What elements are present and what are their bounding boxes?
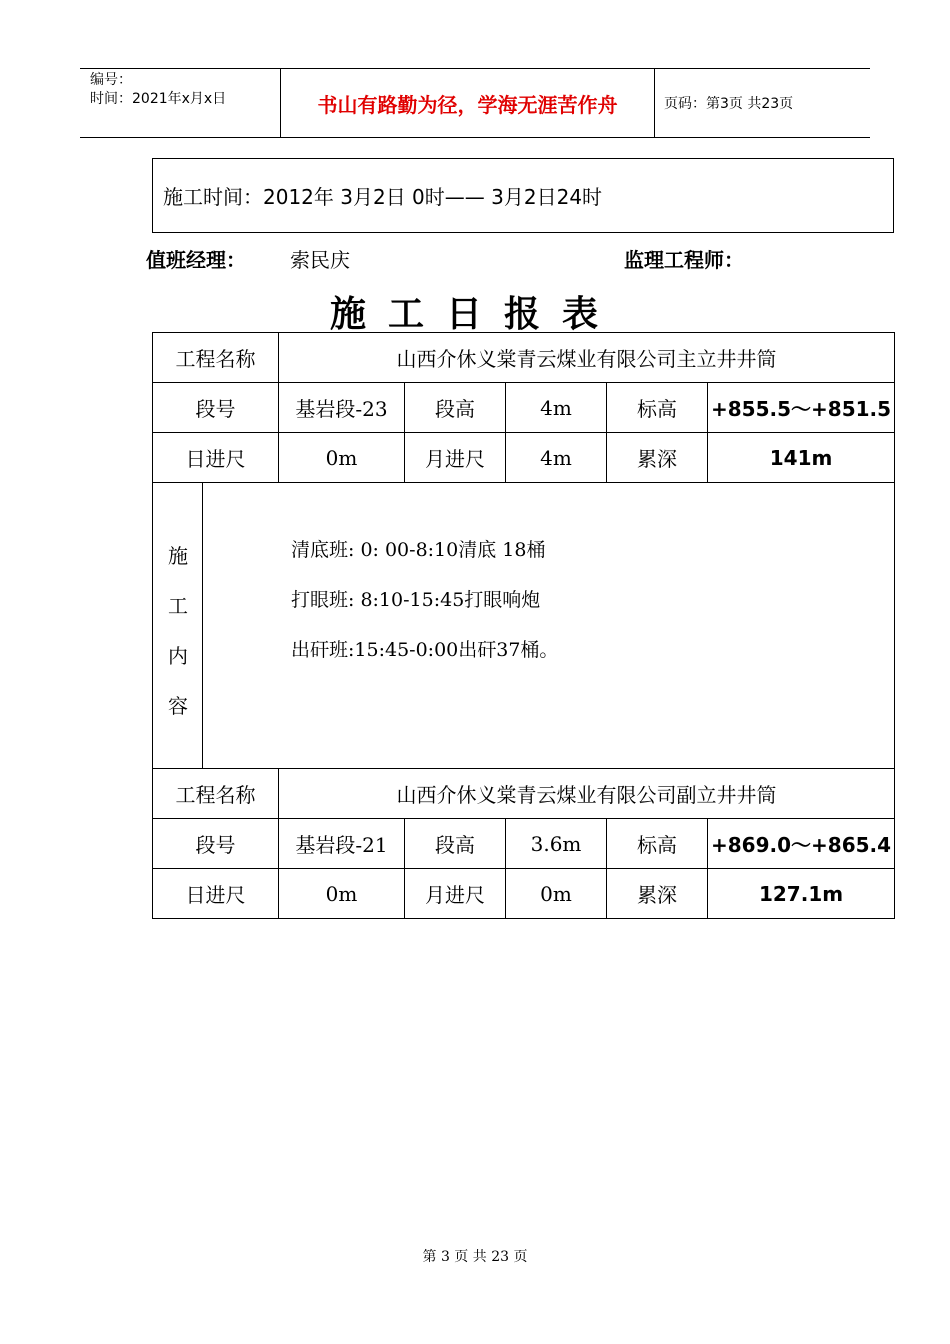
construction-content <box>153 483 895 769</box>
time-line: 时间：2021年x月x日 <box>90 91 227 107</box>
content-vertical-label <box>153 483 203 768</box>
section-label: 段号 <box>153 383 279 433</box>
page-header <box>80 68 870 138</box>
page-footer: 第 3 页 共 23 页 <box>422 1249 528 1265</box>
elevation-value: +869.0～+865.4 <box>708 819 895 869</box>
project-name: 山西介休义棠青云煤业有限公司副立井井筒 <box>279 769 895 819</box>
section-value: 基岩段-21 <box>279 819 405 869</box>
content-lines <box>291 535 558 685</box>
table-row <box>153 333 895 383</box>
elevation-value: +855.5～+851.5 <box>708 383 895 433</box>
project-name: 山西介休义棠青云煤业有限公司主立井井筒 <box>279 333 895 383</box>
height-label: 段高 <box>405 383 506 433</box>
height-value: 3.6m <box>506 819 607 869</box>
height-label: 段高 <box>405 819 506 869</box>
monthly-label: 月进尺 <box>405 869 506 919</box>
project-label: 工程名称 <box>153 333 279 383</box>
section-label: 段号 <box>153 819 279 869</box>
content-label-char: 工 <box>168 594 188 618</box>
daily-report-table <box>152 332 895 919</box>
depth-value: 127.1m <box>708 869 895 919</box>
monthly-value: 0m <box>506 869 607 919</box>
table-row <box>153 869 895 919</box>
content-label-char: 施 <box>168 544 188 568</box>
height-value: 4m <box>506 383 607 433</box>
table-row <box>153 819 895 869</box>
construction-time: 施工时间：2012年 3月2日 0时—— 3月2日24时 <box>152 158 894 233</box>
table-row <box>153 383 895 433</box>
elevation-label: 标高 <box>607 383 708 433</box>
daily-value: 0m <box>279 869 405 919</box>
content-line: 打眼班: 8:10-15:45打眼响炮 <box>291 589 541 611</box>
table-row <box>153 433 895 483</box>
daily-value: 0m <box>279 433 405 483</box>
code-label: 编号： <box>90 72 132 88</box>
motto: 书山有路勤为径，学海无涯苦作舟 <box>281 69 655 137</box>
table-row <box>153 769 895 819</box>
project-label: 工程名称 <box>153 769 279 819</box>
depth-label: 累深 <box>607 869 708 919</box>
elevation-label: 标高 <box>607 819 708 869</box>
content-label-char: 内 <box>168 644 188 668</box>
daily-label: 日进尺 <box>153 869 279 919</box>
content-label-char: 容 <box>168 694 188 718</box>
depth-label: 累深 <box>607 433 708 483</box>
duty-manager-name: 索民庆 <box>290 248 350 272</box>
report-title: 施工日报表 <box>329 294 620 335</box>
page-info: 页码：第3页 共23页 <box>664 96 794 112</box>
signoff-row <box>146 244 896 276</box>
section-value: 基岩段-23 <box>279 383 405 433</box>
monthly-label: 月进尺 <box>405 433 506 483</box>
supervisor-label: 监理工程师： <box>624 248 744 272</box>
content-line: 清底班: 0: 00-8:10清底 18桶 <box>291 539 546 561</box>
content-line: 出矸班:15:45-0:00出矸37桶。 <box>291 639 559 661</box>
header-meta <box>80 69 281 137</box>
content-row <box>153 483 895 769</box>
monthly-value: 4m <box>506 433 607 483</box>
duty-manager-label: 值班经理： <box>146 248 246 272</box>
daily-label: 日进尺 <box>153 433 279 483</box>
depth-value: 141m <box>708 433 895 483</box>
